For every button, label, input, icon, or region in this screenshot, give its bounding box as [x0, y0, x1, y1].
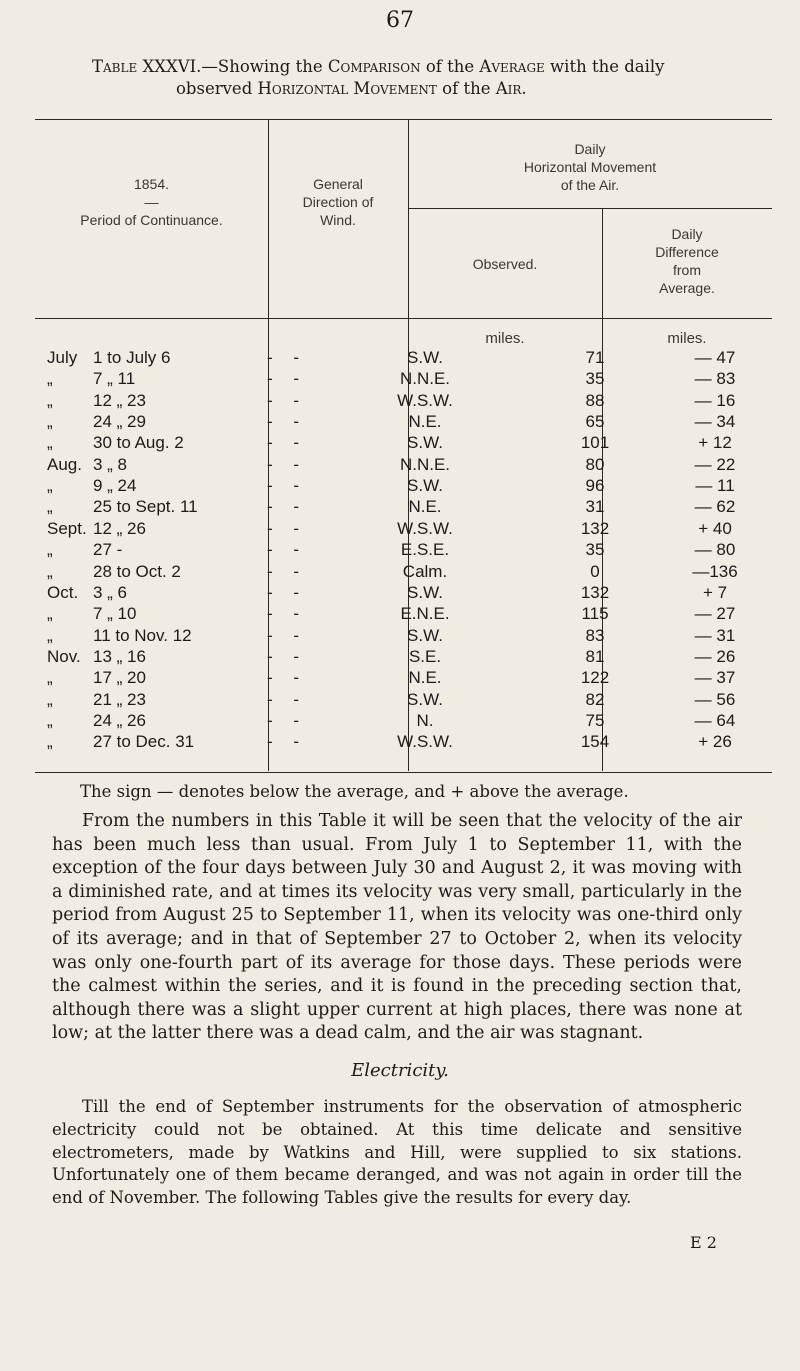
table-row [35, 583, 772, 603]
table-row [35, 348, 772, 368]
table-row [35, 519, 772, 539]
row-difference-miles: — 80 [694, 540, 736, 560]
row-period: 24 „ 26 [93, 710, 146, 730]
header-daily-movement: Daily Horizontal Movement of the Air. [523, 141, 657, 193]
page-number: 67 [386, 8, 414, 33]
row-wind-direction: S.W. [407, 476, 443, 496]
table-caption: Table XXXVI.—Showing the Comparison of the Average with the daily observed Horizontal Movement of the Air. [92, 57, 665, 98]
row-leader-dashes: - - [267, 454, 308, 474]
header-wind: General Direction of Wind. [302, 176, 374, 228]
row-wind-direction: W.S.W. [397, 518, 453, 538]
row-period: 3 „ 8 [93, 454, 128, 474]
row-period: 12 „ 23 [93, 390, 146, 410]
row-observed-miles: 65 [585, 412, 605, 432]
row-month: „ [47, 433, 53, 453]
row-period: 21 „ 23 [93, 689, 146, 709]
row-difference-miles: — 56 [694, 689, 736, 709]
row-wind-direction: E.S.E. [400, 540, 450, 560]
row-wind-direction: S.W. [407, 582, 443, 602]
row-period: 9 „ 24 [93, 476, 137, 496]
row-leader-dashes: - - [267, 710, 308, 730]
header-difference: Daily Difference from Average. [655, 226, 719, 296]
table-row [35, 391, 772, 411]
row-period: 11 to Nov. 12 [93, 625, 192, 645]
row-month: „ [47, 369, 53, 389]
row-observed-miles: 0 [590, 561, 600, 581]
row-month: „ [47, 710, 53, 730]
row-period: 7 „ 10 [93, 604, 137, 624]
row-month: „ [47, 668, 53, 688]
row-leader-dashes: - - [267, 604, 308, 624]
row-leader-dashes: - - [267, 646, 308, 666]
row-wind-direction: N.E. [408, 668, 442, 688]
row-leader-dashes: - - [267, 497, 308, 517]
row-month: „ [47, 732, 53, 752]
table-row [35, 433, 772, 453]
row-period: 27 to Dec. 31 [93, 732, 195, 752]
row-period: 3 „ 6 [93, 582, 128, 602]
row-month: „ [47, 561, 53, 581]
row-wind-direction: N.E. [408, 497, 442, 517]
row-period: 24 „ 29 [93, 412, 146, 432]
row-wind-direction: S.W. [407, 348, 443, 367]
table-header-rule [35, 318, 772, 319]
row-wind-direction: N.N.E. [399, 454, 451, 474]
row-wind-direction: Calm. [402, 561, 448, 581]
row-month: „ [47, 497, 53, 517]
row-month: Oct. [47, 582, 79, 602]
table-row [35, 647, 772, 667]
row-difference-miles: —136 [692, 561, 738, 581]
row-month: „ [47, 689, 53, 709]
row-observed-miles: 132 [580, 582, 610, 602]
row-leader-dashes: - - [267, 582, 308, 602]
row-observed-miles: 35 [585, 540, 605, 560]
row-observed-miles: 81 [585, 646, 605, 666]
row-observed-miles: 154 [580, 732, 610, 752]
row-observed-miles: 75 [585, 710, 605, 730]
table-bottom-rule [35, 772, 772, 773]
row-leader-dashes: - - [267, 625, 308, 645]
row-period: 30 to Aug. 2 [93, 433, 184, 453]
row-month: „ [47, 390, 53, 410]
row-observed-miles: 88 [585, 390, 605, 410]
row-difference-miles: — 16 [694, 390, 736, 410]
row-leader-dashes: - - [267, 369, 308, 389]
subheader-rule [408, 208, 772, 209]
row-difference-miles: — 31 [694, 625, 736, 645]
row-leader-dashes: - - [267, 518, 308, 538]
table-top-rule [35, 119, 772, 120]
signature-mark: E 2 [690, 1233, 717, 1252]
row-wind-direction: E.N.E. [400, 604, 450, 624]
row-leader-dashes: - - [267, 390, 308, 410]
row-leader-dashes: - - [267, 476, 308, 496]
table-row [35, 626, 772, 646]
row-leader-dashes: - - [267, 689, 308, 709]
row-wind-direction: W.S.W. [397, 732, 453, 752]
row-difference-miles: + 12 [698, 433, 732, 453]
table-row [35, 604, 772, 624]
row-leader-dashes: - - [267, 348, 308, 367]
row-month: „ [47, 625, 53, 645]
row-difference-miles: — 11 [695, 476, 735, 496]
row-leader-dashes: - - [267, 668, 308, 688]
row-difference-miles: — 26 [694, 646, 736, 666]
row-period: 27 - [93, 540, 123, 560]
row-wind-direction: S.W. [407, 433, 443, 453]
row-leader-dashes: - - [267, 561, 308, 581]
row-leader-dashes: - - [267, 732, 308, 752]
row-period: 17 „ 20 [93, 668, 146, 688]
unit-observed: miles. [485, 330, 525, 347]
row-wind-direction: N. [416, 710, 434, 730]
row-difference-miles: — 47 [694, 348, 736, 367]
row-period: 1 to July 6 [93, 348, 171, 367]
row-observed-miles: 122 [580, 668, 610, 688]
row-leader-dashes: - - [267, 433, 308, 453]
unit-difference: miles. [667, 330, 707, 347]
row-month: „ [47, 476, 53, 496]
row-observed-miles: 132 [580, 518, 610, 538]
row-observed-miles: 80 [585, 454, 605, 474]
row-observed-miles: 83 [585, 625, 605, 645]
row-period: 28 to Oct. 2 [93, 561, 181, 581]
row-observed-miles: 115 [581, 604, 609, 624]
row-month: „ [47, 412, 53, 432]
row-observed-miles: 96 [585, 476, 605, 496]
row-wind-direction: S.E. [408, 646, 442, 666]
row-difference-miles: — 37 [694, 668, 736, 688]
table-row [35, 711, 772, 731]
table-row [35, 412, 772, 432]
row-month: Aug. [47, 454, 82, 474]
row-difference-miles: — 34 [694, 412, 736, 432]
row-wind-direction: S.W. [407, 689, 443, 709]
row-period: 7 „ 11 [93, 369, 136, 389]
row-difference-miles: + 26 [698, 732, 732, 752]
row-leader-dashes: - - [267, 412, 308, 432]
table-row [35, 369, 772, 389]
row-difference-miles: — 83 [694, 369, 736, 389]
table-row [35, 455, 772, 475]
header-observed: Observed. [472, 256, 538, 272]
table-row [35, 476, 772, 496]
row-wind-direction: S.W. [407, 625, 443, 645]
body-paragraph-2: Till the end of September instruments for the observation of atmospheric electricity could not be obtained. At this time delicate and sensitive electrometers, made by Watkins and Hill, were supplied to six stations. Unfortunately one of them became deranged, and was not again in order till the end of November. The following Tables give the results for every day. [52, 1097, 742, 1208]
row-month: Nov. [47, 646, 81, 666]
row-period: 13 „ 16 [93, 646, 146, 666]
row-difference-miles: + 7 [702, 582, 728, 602]
body-paragraph-1: From the numbers in this Table it will be seen that the velocity of the air has been much less than usual. From July 1 to September 11, with the exception of the four days between July 30 and August 2, it was moving with a diminished rate, and at times its velocity was very small, particularly in the period from August 25 to September 11, when its velocity was one-third only of its average; and in that of September 27 to October 2, when its velocity was only one-fourth part of its average for those days. These periods were the calmest within the series, and it is found in the preceding section that, although there was a slight upper current at high places, there was none at low; at the latter there was a dead calm, and the air was stagnant. [52, 811, 742, 1044]
row-period: 12 „ 26 [93, 518, 146, 538]
row-observed-miles: 101 [580, 433, 610, 453]
row-difference-miles: + 40 [698, 518, 732, 538]
row-leader-dashes: - - [267, 540, 308, 560]
table-row [35, 540, 772, 560]
row-wind-direction: W.S.W. [397, 390, 453, 410]
row-observed-miles: 82 [585, 689, 605, 709]
table-row [35, 690, 772, 710]
row-wind-direction: N.E. [408, 412, 442, 432]
row-observed-miles: 71 [585, 348, 605, 367]
row-month: July [47, 348, 78, 367]
row-period: 25 to Sept. 11 [93, 497, 198, 517]
table-row [35, 562, 772, 582]
table-label: Table XXXVI. [92, 57, 202, 76]
row-month: „ [47, 604, 53, 624]
table-row [35, 732, 772, 752]
header-year: 1854. — Period of Continuance. [80, 176, 223, 228]
row-observed-miles: 31 [585, 497, 605, 517]
row-difference-miles: — 22 [694, 454, 736, 474]
row-difference-miles: — 64 [694, 710, 736, 730]
row-month: Sept. [47, 518, 87, 538]
row-difference-miles: — 27 [694, 604, 736, 624]
row-observed-miles: 35 [585, 369, 605, 389]
row-wind-direction: N.N.E. [399, 369, 451, 389]
table-row [35, 668, 772, 688]
row-month: „ [47, 540, 53, 560]
section-title: Electricity. [351, 1060, 449, 1081]
row-difference-miles: — 62 [694, 497, 736, 517]
sign-note: The sign — denotes below the average, and + above the average. [80, 782, 629, 801]
table-row [35, 497, 772, 517]
